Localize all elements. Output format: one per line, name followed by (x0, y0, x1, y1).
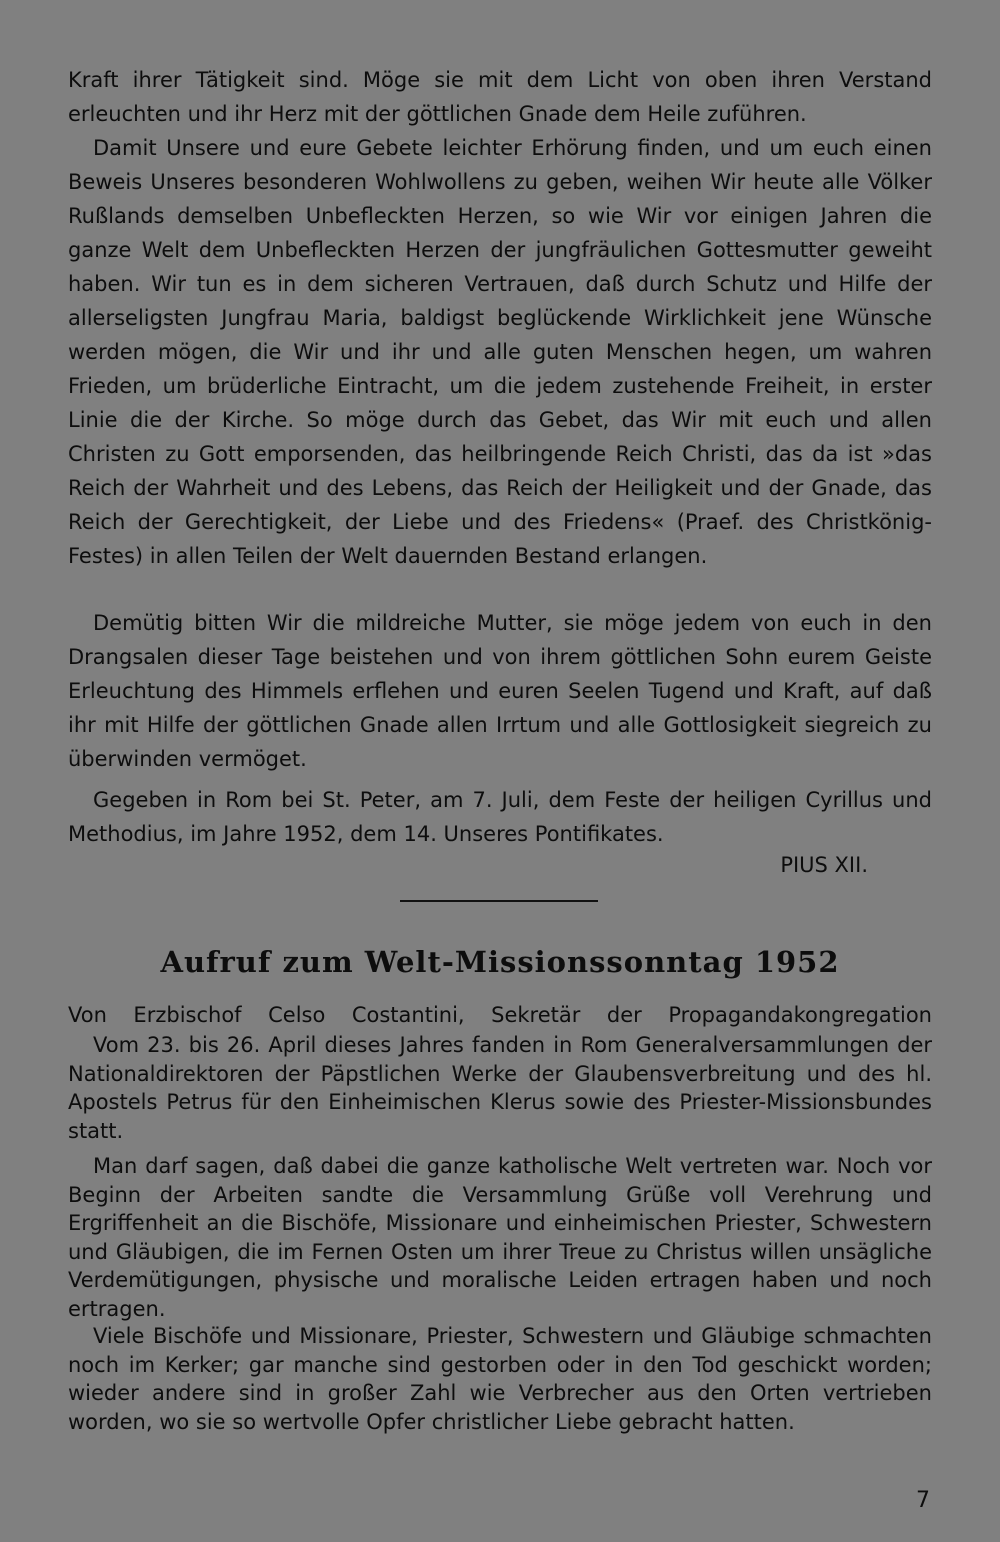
section-divider (400, 900, 598, 902)
paragraph: Vom 23. bis 26. April dieses Jahres fanden in Rom Generalversammlungen der Nationaldirektoren der Päpstlichen Werke der Glaubensverbreitung und des hl. Apostels Petrus für den Einheimischen Klerus sowie des Priester-Missionsbundes statt. (68, 1033, 932, 1143)
byline: Von Erzbischof Celso Costantini, Sekretär der Propagandakongregation (68, 1003, 932, 1027)
paragraph: Viele Bischöfe und Missionare, Priester, Schwestern und Gläubige schmachten noch im Kerker; gar manche sind gestorben oder in den Tod geschickt worden; wieder andere sind in großer Zahl wie Verbrecher aus den Orten vertrieben worden, wo sie so wertvolle Opfer christlicher Liebe gebracht hatten. (68, 1324, 932, 1434)
paragraph: Gegeben in Rom bei St. Peter, am 7. Juli, dem Feste der heiligen Cyrillus und Methodius, im Jahre 1952, dem 14. Unseres Pontifikates. (68, 788, 932, 846)
paragraph: Kraft ihrer Tätigkeit sind. Möge sie mit dem Licht von oben ihren Verstand erleuchten und ihr Herz mit der göttlichen Gnade dem Heile zuführen. (68, 68, 932, 126)
section-title: Aufruf zum Welt-Missionssonntag 1952 (160, 945, 840, 979)
paragraph: Man darf sagen, daß dabei die ganze katholische Welt vertreten war. Noch vor Beginn der Arbeiten sandte die Versammlung Grüße voll Verehrung und Ergriffenheit an die Bischöfe, Missionare und einheimischen Priester, Schwestern und Gläubigen, die im Fernen Osten um ihrer Treue zu Christus willen unsägliche Verdemütigungen, physische und moralische Leiden ertragen haben und noch ertragen. (68, 1154, 932, 1321)
paragraph: Damit Unsere und eure Gebete leichter Erhörung finden, und um euch einen Beweis Unseres besonderen Wohlwollens zu geben, weihen Wir heute alle Völker Rußlands demselben Unbefleckten Herzen, so wie Wir vor einigen Jahren die ganze Welt dem Unbefleckten Herzen der jungfräulichen Gottesmutter geweiht haben. Wir tun es in dem sicheren Vertrauen, daß durch Schutz und Hilfe der allerseligsten Jungfrau Maria, baldigst beglückende Wirklichkeit jene Wünsche werden mögen, die Wir und ihr und alle guten Menschen hegen, um wahren Frieden, um brüderliche Eintracht, um die jedem zustehende Freiheit, in erster Linie die der Kirche. So möge durch das Gebet, das Wir mit euch und allen Christen zu Gott emporsenden, das heilbringende Reich Christi, das da ist »das Reich der Wahrheit und des Lebens, das Reich der Heiligkeit und der Gnade, das Reich der Gerechtigkeit, der Liebe und des Friedens« (Praef. des Christkönig-Festes) in allen Teilen der Welt dauernden Bestand erlangen. (68, 136, 932, 568)
page-number: 7 (916, 1488, 930, 1513)
paragraph: Demütig bitten Wir die mildreiche Mutter, sie möge jedem von euch in den Drangsalen dieser Tage beistehen und von ihrem göttlichen Sohn eurem Geiste Erleuchtung des Himmels erflehen und euren Seelen Tugend und Kraft, auf daß ihr mit Hilfe der göttlichen Gnade allen Irrtum und alle Gottlosigkeit siegreich zu überwinden vermöget. (68, 611, 932, 771)
signature: PIUS XII. (780, 853, 868, 877)
